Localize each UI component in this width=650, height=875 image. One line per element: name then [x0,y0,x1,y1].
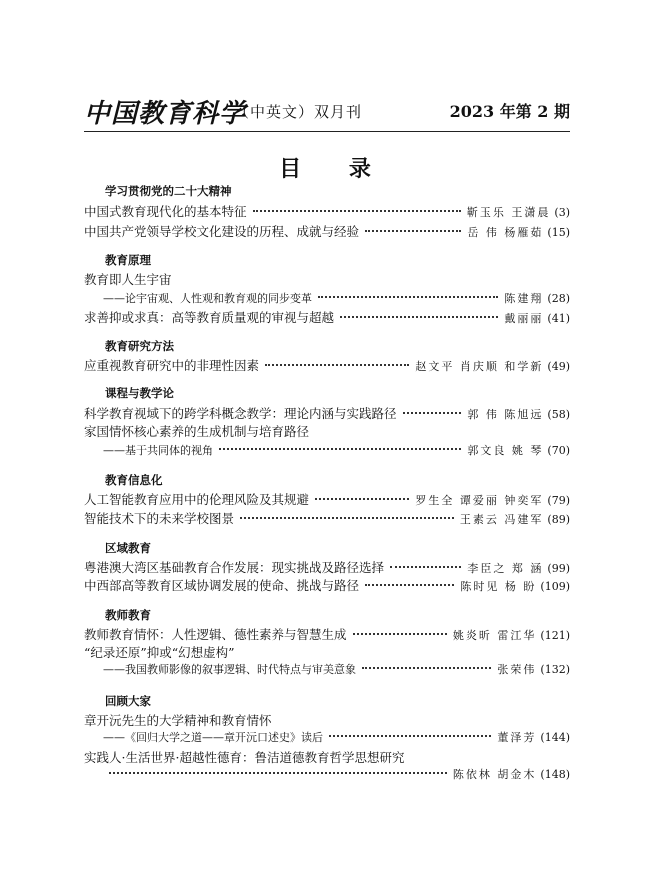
entry-title[interactable]: “纪录还原”抑或“幻想虚构” [84,645,235,660]
entry-authors: 赵文平 肖庆顺 和学新 [415,360,544,373]
section-heading: 课程与教学论 [105,386,174,400]
toc-entry[interactable] [103,729,570,745]
leader-dots [265,364,409,366]
entry-page: (15) [547,226,570,239]
entry-title[interactable]: 实践人·生活世界·超越性德育：鲁洁道德教育哲学思想研究 [84,750,405,765]
entry-page: (99) [547,562,570,575]
leader-dots [253,210,461,212]
leader-dots [403,412,462,414]
toc-entry[interactable] [84,404,570,420]
toc-entry[interactable] [84,222,570,238]
section-heading: 教育信息化 [105,473,163,487]
toc-title: 目 录 [279,156,391,182]
entry-page: (89) [547,513,570,526]
entry-authors: 陈依林 胡金木 [452,768,537,781]
entry-subtitle: ——《回归大学之道——章开沅口述史》读后 [103,731,323,744]
section-heading: 教育研究方法 [105,339,174,353]
entry-title: 人工智能教育应用中的伦理风险及其规避 [84,492,310,507]
toc-entry[interactable] [103,766,570,782]
entry-page: (79) [547,494,570,507]
entry-authors: 姚炎昕 雷江华 [452,629,537,642]
leader-dots [365,584,454,586]
toc-entry[interactable] [103,661,570,677]
entry-authors: 张荣伟 [497,663,537,676]
toc-entry[interactable] [84,202,570,218]
entry-authors: 王素云 冯建军 [459,513,544,526]
entry-title: 粤港澳大湾区基础教育合作发展：现实挑战及路径选择 [84,560,385,575]
entry-authors: 李臣之 郑 涵 [467,562,544,575]
entry-subtitle: ——论宇宙观、人性观和教育观的同步变革 [103,292,312,305]
entry-page: (58) [547,408,570,421]
entry-page: (109) [540,580,570,593]
entry-authors: 靳玉乐 王潇晨 [466,206,551,219]
header-rule [84,131,570,132]
entry-title: 中国共产党领导学校文化建设的历程、成就与经验 [84,224,360,239]
entry-title[interactable]: 章开沅先生的大学精神和教育情怀 [84,713,272,728]
section-heading: 教师教育 [105,608,151,622]
leader-dots [365,230,461,232]
entry-title: 中西部高等教育区域协调发展的使命、挑战与路径 [84,578,360,593]
section-heading: 区域教育 [105,541,151,555]
entry-authors: 陈时见 杨 盼 [460,580,537,593]
entry-subtitle: ——基于共同体的视角 [103,444,213,457]
entry-title[interactable]: 教育即人生宇宙 [84,272,172,287]
leader-dots [390,566,461,568]
toc-entry[interactable] [103,290,570,306]
leader-dots [353,633,447,635]
entry-title: 中国式教育现代化的基本特征 [84,204,247,219]
leader-dots [240,517,454,519]
entry-title: 智能技术下的未来学校图景 [84,511,235,526]
entry-title: 教师教育情怀：人性逻辑、德性素养与智慧生成 [84,627,347,642]
section-heading: 学习贯彻党的二十大精神 [105,184,232,198]
leader-dots [340,316,498,318]
entry-title[interactable]: 家国情怀核心素养的生成机制与培育路径 [84,424,310,439]
issue-number: 2023 年第 2 期 [449,102,570,121]
journal-edition: （中英文）双月刊 [234,103,363,121]
toc-entry[interactable] [84,490,570,506]
entry-page: (41) [547,312,570,325]
leader-dots [362,667,491,669]
entry-title: 应重视教育研究中的非理性因素 [84,358,260,373]
entry-page: (148) [540,768,570,781]
toc-entry[interactable] [84,509,570,525]
journal-brand: 中国教育科学 [84,99,247,129]
entry-page: (121) [540,629,570,642]
entry-title: 求善抑或求真：高等教育质量观的审视与超越 [84,310,335,325]
entry-page: (28) [547,292,570,305]
toc-entry[interactable] [84,356,570,372]
section-heading: 回顾大家 [105,694,151,708]
entry-page: (70) [547,444,570,457]
section-heading: 教育原理 [105,253,151,267]
leader-dots [318,296,498,298]
leader-dots [219,448,461,450]
entry-page: (3) [554,206,570,219]
entry-page: (132) [540,663,570,676]
journal-header [84,93,570,131]
leader-dots [109,772,447,774]
entry-subtitle: ——我国教师影像的叙事逻辑、时代特点与审美意象 [103,663,356,676]
entry-title: 科学教育视域下的跨学科概念教学：理论内涵与实践路径 [84,406,397,421]
toc-entry[interactable] [84,576,570,592]
entry-authors: 罗生全 谭爱丽 钟奕军 [415,494,544,507]
toc-entry[interactable] [84,308,570,324]
entry-authors: 郭文良 姚 琴 [467,444,544,457]
entry-authors: 郭 伟 陈旭远 [467,408,544,421]
entry-page: (144) [540,731,570,744]
leader-dots [329,735,491,737]
entry-page: (49) [547,360,570,373]
toc-entry[interactable] [84,558,570,574]
entry-authors: 陈建翔 [504,292,544,305]
entry-authors: 岳 伟 杨雁茹 [467,226,544,239]
entry-authors: 戴丽丽 [504,312,544,325]
toc-entry[interactable] [103,442,570,458]
entry-authors: 董泽芳 [497,731,537,744]
toc-entry[interactable] [84,625,570,641]
leader-dots [315,498,409,500]
